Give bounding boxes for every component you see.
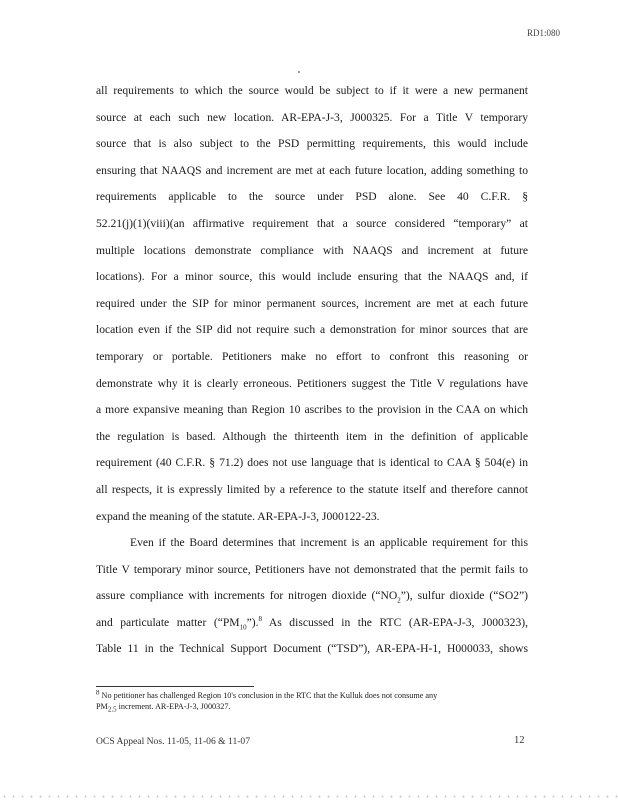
scan-edge-artifact <box>0 795 618 798</box>
footnote-separator <box>96 686 254 687</box>
body-line <box>96 610 528 637</box>
subscript: 2 <box>397 596 401 605</box>
body-line: multiple locations demonstrate compliance with NAAQS and increment at future <box>96 243 528 257</box>
line-segment: assure compliance with increments for nitrogen dioxide (“NO <box>96 589 398 603</box>
body-line: location even if the SIP did not require such a demonstration for minor sources that are <box>96 323 528 337</box>
body-line: Even if the Board determines that increment is an applicable requirement for this <box>130 536 528 550</box>
body-line: expand the meaning of the statute. AR-EPA-J-3, J000122-23. <box>96 509 380 523</box>
body-line: 52.21(j)(1)(viii)(an affirmative requirement that a source considered “temporary” at <box>96 216 528 230</box>
line-segment: ”), sulfur dioxide (“SO2”) <box>400 589 528 603</box>
body-line: source at each such new location. AR-EPA-J-3, J000325. For a Title V temporary <box>96 110 528 124</box>
body-line: a more expansive meaning than Region 10 ascribes to the provision in the CAA on which <box>96 403 528 417</box>
footnote <box>96 690 528 712</box>
body-line: locations). For a minor source, this would include ensuring that the NAAQS and, if <box>96 270 528 284</box>
subscript: 2.5 <box>107 705 117 712</box>
body-line: the regulation is based. Although the thirteenth item in the definition of applicable <box>96 429 528 443</box>
line-segment: increment. AR-EPA-J-3, J000327. <box>116 702 231 711</box>
subscript: 10 <box>239 623 247 632</box>
body-line: requirement (40 C.F.R. § 71.2) does not use language that is identical to CAA § 504(e) in <box>96 456 528 470</box>
body-line: requirements applicable to the source under PSD alone. See 40 C.F.R. § <box>96 190 528 204</box>
line-segment: and particulate matter (“PM <box>96 615 240 629</box>
line-segment: PM <box>96 702 108 711</box>
line-segment: No petitioner has challenged Region 10's conclusion in the RTC that the Kulluk does not consume any <box>99 691 438 700</box>
document-id-stamp: RD1:080 <box>526 28 560 38</box>
scan-artifact-dot <box>298 71 300 73</box>
page-number: 12 <box>514 735 525 746</box>
body-text <box>96 78 528 663</box>
body-line <box>96 583 528 610</box>
body-line: Table 11 in the Technical Support Document (“TSD”), AR-EPA-H-1, H000033, shows <box>96 642 528 656</box>
body-line: demonstrate why it is clearly erroneous. Petitioners suggest the Title V regulations have <box>96 376 528 390</box>
footnote-marker: 8 <box>96 690 100 697</box>
footer-case-number: OCS Appeal Nos. 11-05, 11-06 & 11-07 <box>96 736 251 747</box>
body-line: all requirements to which the source would be subject to if it were a new permanent <box>96 84 528 97</box>
footnote-line <box>96 690 528 701</box>
body-line: all respects, it is expressly limited by a reference to the statute itself and therefore cannot <box>96 482 528 496</box>
footnote-line <box>96 701 528 712</box>
body-line: ensuring that NAAQS and increment are met at each future location, adding something to <box>96 163 528 177</box>
body-line: source that is also subject to the PSD permitting requirements, this would include <box>96 137 528 151</box>
body-line: Title V temporary minor source, Petitioners have not demonstrated that the permit fails to <box>96 562 528 576</box>
line-segment: As discussed in the RTC (AR-EPA-J-3, J000323), <box>262 615 528 629</box>
body-line: temporary or portable. Petitioners make no effort to confront this reasoning or <box>96 349 528 363</box>
line-segment: ”). <box>246 615 259 629</box>
body-line: required under the SIP for minor permanent sources, increment are met at each future <box>96 296 528 310</box>
footnote-reference: 8 <box>258 615 263 624</box>
